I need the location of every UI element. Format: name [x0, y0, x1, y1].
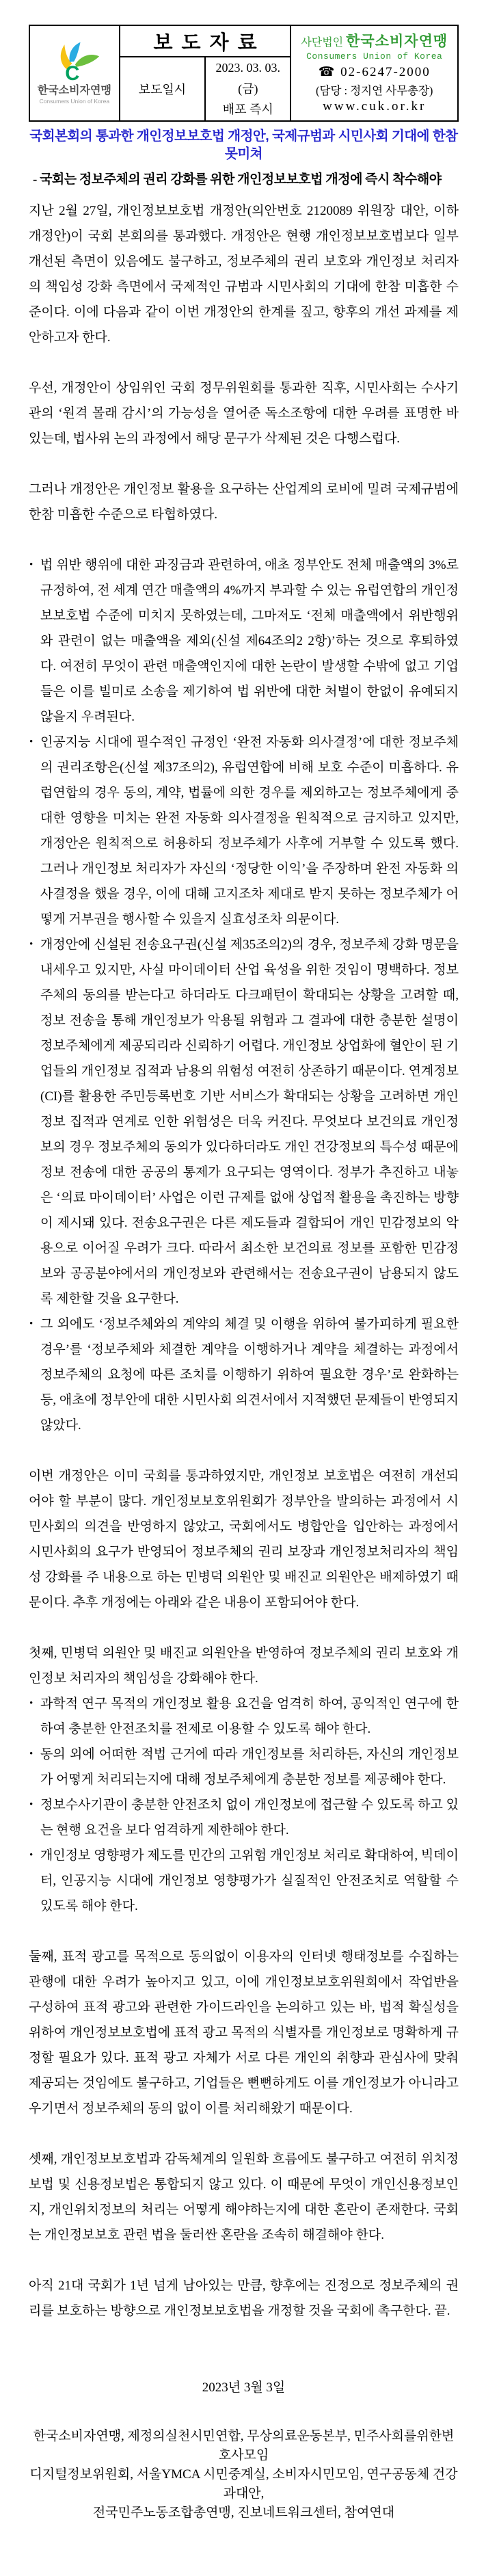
- paragraph: 둘째, 표적 광고를 목적으로 동의없이 이용자의 인터넷 행태정보를 수집하는 관행에 대한 우려가 높아지고 있고, 이에 개인정보보호위원회에서 작업반을 구성하여 표적 광고와 관련한 가이드라인을 논의하고 있는 바, 법적 확실성을 위하여 개인정보보호법에 표적 광고 목적의 식별자를 개인정보로 명확하게 규정할 필요가 있다. 표적 광고 자체가 서로 다른 개인의 취향과 관심사에 맞춰 제공되는 것임에도 불구하고, 기업들은 뻔뻔하게도 이를 개인정보가 아니라고 우기면서 정보주체의 동의 없이 이를 처리해왔기 때문이다.: [29, 1950, 459, 2116]
- bullet-item: • 개인정보 영향평가 제도를 민간의 고위험 개인정보 처리로 확대하여, 빅데이터, 인공지능 시대에 개인정보 영향평가가 실질적인 안전조치로 역할할 수 있도록 해야 한다.: [29, 1843, 459, 1919]
- bullet-item: • 그 외에도 ‘정보주체와의 계약의 체결 및 이행을 위하여 불가피하게 필요한 경우’를 ‘정보주체와 체결한 계약을 이행하거나 계약을 체결하는 과정에서 정보주체의 요청에 따른 조치를 이행하기 위하여 필요한 경우’로 완화하는 등, 애초에 정부안에 대한 시민사회 의견서에서 지적했던 문제들이 반영되지 않았다.: [29, 1312, 459, 1438]
- statement-date: 2023년 3월 3일: [202, 2380, 286, 2395]
- paragraph: 아직 21대 국회가 1년 넘게 남아있는 만큼, 향후에는 진정으로 정보주체의 권리를 보호하는 방향으로 개인정보보호법을 개정할 것을 국회에 촉구한다. 끝.: [29, 2279, 459, 2319]
- press-release-title: 보도자료: [120, 25, 291, 57]
- signatory-line: 한국소비자연맹, 제정의실천시민연합, 무상의료운동본부, 민주사회를위한변호사모임: [33, 2429, 455, 2463]
- release-date-label: 보도일시: [120, 57, 205, 121]
- bullet-item: • 인공지능 시대에 필수적인 규정인 ‘완전 자동화 의사결정’에 대한 정보주체의 권리조항은(신설 제37조의2), 유럽연합에 비해 보호 수준이 미흡하다. 유럽연합의 경우 동의, 계약, 법률에 의한 경우를 제외하고는 정보주체에게 중대한 영향을 미치는 완전 자동화 의사결정을 원칙적으로 금지하고 있지만, 개정안은 원칙적으로 허용하되 정보주체가 사후에 거부할 수 있도록 했다. 그러나 개인정보 처리자가 자신의 ‘정당한 이익’을 주장하며 완전 자동화 의사결정을 했을 경우, 이에 대해 고지조차 제대로 받지 못하는 정보주체가 어떻게 거부권을 행사할 수 있을지 실효성조차 의문이다.: [29, 730, 459, 932]
- logo-org-name-en: Consumers Union of Korea: [39, 97, 110, 105]
- cuk-logo-icon: [45, 41, 104, 83]
- document-body: [29, 198, 459, 2324]
- logo-cell: [29, 25, 120, 121]
- paragraph: 지난 2월 27일, 개인정보보호법 개정안(의안번호 2120089 위원장 대안, 이하 개정안)이 국회 본회의를 통과했다. 개정안은 현행 개인정보보호법보다 일부개선된 측면이 있음에도 불구하고, 정보주체의 권리 보호와 개인정보 처리자의 책임성 강화 측면에서 국제적인 규범과 시민사회의 기대에 한참 미흡한 수준이다. 이에 다음과 같이 이번 개정안의 한계를 짚고, 향후의 개선 과제를 제안하고자 한다.: [29, 204, 459, 345]
- paragraph: 우선, 개정안이 상임위인 국회 정무위원회를 통과한 직후, 시민사회는 수사기관의 ‘원격 몰래 감시’의 가능성을 열어준 독소조항에 대한 우려를 표명한 바 있는데, 법사위 논의 과정에서 해당 문구가 삭제된 것은 다행스럽다.: [29, 381, 459, 447]
- release-note: 배포 즉시: [222, 103, 273, 117]
- release-date-value: [205, 57, 291, 121]
- bullet-item: • 법 위반 행위에 대한 과징금과 관련하여, 애초 정부안도 전체 매출액의 3%로 규정하여, 전 세계 연간 매출액의 4%까지 부과할 수 있는 유럽연합의 개인정보보호법 수준에 미치지 못하였는데, 그마저도 ‘전체 매출액에서 위반행위와 관련이 없는 매출액을 제외(신설 제64조의2 2항)’하는 것으로 후퇴하였다. 여전히 무엇이 관련 매출액인지에 대한 논란이 발생할 수밖에 없고 기업들은 이를 빌미로 소송을 제기하여 법 위반에 대한 처벌이 한없이 유예되지 않을지 우려된다.: [29, 553, 459, 730]
- org-phone-number: 02-6247-2000: [340, 64, 431, 79]
- release-date: 2023. 03. 03. (금): [215, 61, 281, 96]
- logo-org-name-ko: 한국소비자연맹: [37, 85, 111, 97]
- bullet-item: • 개정안에 신설된 전송요구권(신설 제35조의2)의 경우, 정보주체 강화 명문을 내세우고 있지만, 사실 마이데이터 산업 육성을 위한 것임이 명백하다. 정보주체의 동의를 받는다고 하더라도 다크패턴이 확대되는 상황을 고려할 때, 정보 전송을 통해 개인정보가 악용될 위험과 그 결과에 대한 충분한 설명이 정보주체에게 제공되리라 신뢰하기 어렵다. 개인정보 상업화에 혈안이 된 기업들의 개인정보 집적과 남용의 위험성 여전히 상존하기 때문이다. 연계정보(CI)를 활용한 주민등록번호 기반 서비스가 확대되는 상황을 고려하면 개인정보 집적과 연계로 인한 위험성은 더욱 커진다. 무엇보다 보건의료 개인정보의 경우 정보주체의 동의가 있다하더라도 개인 건강정보의 특수성 때문에 정보 전송에 대한 공공의 통제가 요구되는 영역이다. 정부가 추진하고 내놓은 ‘의료 마이데이터’ 사업은 이런 규제를 없애 상업적 활용을 촉진하는 방향이 제시돼 있다. 전송요구권은 다른 제도들과 결합되어 개인 민감정보의 악용으로 이어질 우려가 크다. 따라서 최소한 보건의료 정보를 포함한 민감정보와 공공분야에서의 개인정보와 관련해서는 전송요구권이 남용되지 않도록 제한할 것을 요구한다.: [29, 932, 459, 1312]
- signatory-line: 전국민주노동조합총연맹, 진보네트워크센터, 참여연대: [92, 2506, 395, 2521]
- bullet-list: [29, 1691, 459, 1919]
- org-name-ko: 한국소비자연맹: [346, 33, 448, 50]
- signatory-line: 디지털정보위원회, 서울YMCA 시민중계실, 소비자시민모임, 연구공동체 건강과대안,: [29, 2467, 458, 2501]
- paragraph: 첫째, 민병덕 의원안 및 배진교 의원안을 반영하여 정보주체의 권리 보호와 개인정보 처리자의 책임성을 강화해야 한다.: [29, 1646, 459, 1686]
- headline: 국회본회의 통과한 개인정보보호법 개정안, 국제규범과 시민사회 기대에 한참 못미쳐: [29, 128, 458, 162]
- bullet-item: • 동의 외에 어떠한 적법 근거에 따라 개인정보를 처리하든, 자신의 개인정보가 어떻게 처리되는지에 대해 정보주체에게 충분한 정보를 제공해야 한다.: [29, 1742, 459, 1792]
- org-info-cell: [291, 25, 458, 121]
- org-name-en: Consumers Union of Korea: [306, 51, 443, 62]
- paragraph: 셋째, 개인정보보호법과 감독체계의 일원화 흐름에도 불구하고 여전히 위치정보법 및 신용정보법은 통합되지 않고 있다. 이 때문에 무엇이 개인신용정보인지, 개인위치정보의 처리는 어떻게 해야하는지에 대한 혼란이 존재한다. 국회는 개인정보보호 관련 법을 둘러싼 혼란을 조속히 해결해야 한다.: [29, 2152, 459, 2243]
- bullet-item: • 과학적 연구 목적의 개인정보 활용 요건을 엄격히 하여, 공익적인 연구에 한하여 충분한 안전조치를 전제로 이용할 수 있도록 해야 한다.: [29, 1691, 459, 1742]
- paragraph: 이번 개정안은 이미 국회를 통과하였지만, 개인정보 보호법은 여전히 개선되어야 할 부분이 많다. 개인정보보호위원회가 정부안을 발의하는 과정에서 시민사회의 의견을 반영하지 않았고, 국회에서도 병합안을 입안하는 과정에서 시민사회의 요구가 반영되어 정보주체의 권리 보장과 개인정보처리자의 책임성 강화를 주 내용으로 하는 민병덕 의원안 및 배진교 의원안은 배제하였기 때문이다. 추후 개정에는 아래와 같은 내용이 포함되어야 한다.: [29, 1469, 459, 1610]
- org-contact-person: (담당 : 정지연 사무총장): [316, 83, 433, 97]
- bullet-item: • 정보수사기관이 충분한 안전조치 없이 개인정보에 접근할 수 있도록 하고 있는 현행 요건을 보다 엄격하게 제한해야 한다.: [29, 1792, 459, 1843]
- org-name-line: [293, 32, 456, 50]
- signatory-organizations: [29, 2427, 459, 2523]
- paragraph: 그러나 개정안은 개인정보 활용을 요구하는 산업계의 로비에 밀려 국제규범에 한참 미흡한 수준으로 타협하였다.: [29, 482, 459, 522]
- org-website: www.cuk.or.kr: [323, 98, 427, 114]
- bullet-list: [29, 553, 459, 1438]
- subheadline: - 국회는 정보주체의 권리 강화를 위한 개인정보보호법 개정에 즉시 착수해야: [33, 172, 442, 187]
- header-table: [29, 25, 459, 122]
- svg-text:C: C: [65, 62, 80, 84]
- phone-icon: ☎: [318, 64, 336, 79]
- org-phone-line: [293, 64, 456, 80]
- org-entity-type: 사단법인: [301, 37, 344, 49]
